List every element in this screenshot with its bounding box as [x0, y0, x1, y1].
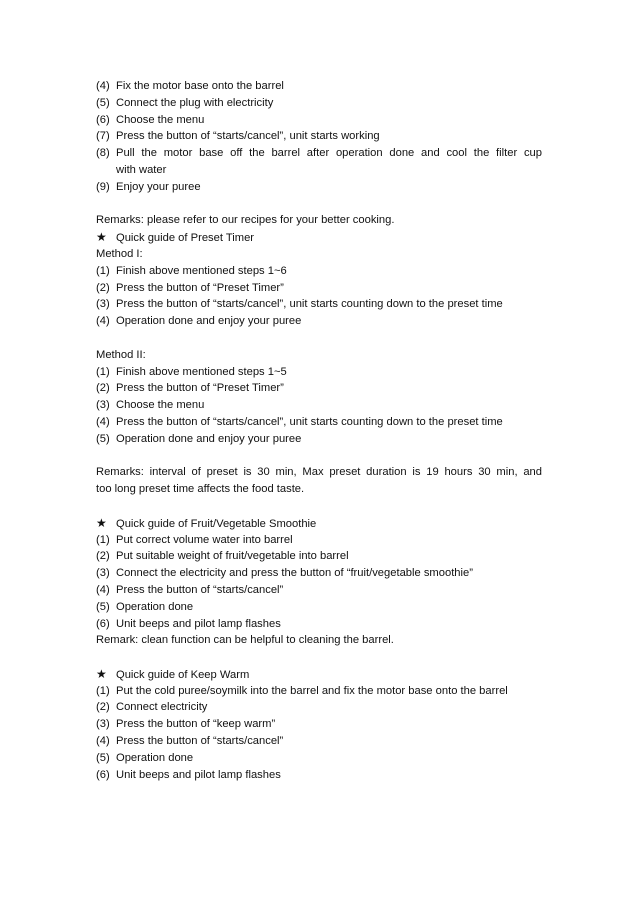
- list-item-continuation: [96, 162, 542, 179]
- list-item: [96, 179, 542, 196]
- method-title: Method I:: [96, 247, 143, 260]
- spacer: [96, 649, 542, 666]
- section-title: Quick guide of Preset Timer: [116, 232, 255, 245]
- step-number: (8): [96, 147, 110, 160]
- list-item: [96, 431, 542, 448]
- step-text: Connect the electricity and press the button of “fruit/vegetable smoothie”: [116, 567, 473, 580]
- list-item: [96, 414, 542, 431]
- step-number: (5): [96, 600, 110, 613]
- step-number: (4): [96, 315, 110, 328]
- spacer: [96, 330, 542, 347]
- step-text: Operation done and enjoy your puree: [116, 432, 302, 445]
- step-text: Finish above mentioned steps 1~5: [116, 365, 287, 378]
- list-item: [96, 767, 542, 784]
- list-item: [96, 313, 542, 330]
- step-number: (1): [96, 365, 110, 378]
- step-text: Unit beeps and pilot lamp flashes: [116, 617, 281, 630]
- step-text: Pull the motor base off the barrel after operation done and cool the filter cup: [116, 147, 542, 160]
- list-item: [96, 599, 542, 616]
- step-text: Put the cold puree/soymilk into the barrel and fix the motor base onto the barrel: [116, 684, 508, 697]
- step-number: (4): [96, 583, 110, 596]
- list-item: [96, 397, 542, 414]
- step-number: (1): [96, 264, 110, 277]
- remark-text: Remark: clean function can be helpful to cleaning the barrel.: [96, 634, 394, 647]
- step-text: Finish above mentioned steps 1~6: [116, 264, 287, 277]
- step-number: (3): [96, 399, 110, 412]
- list-item: [96, 616, 542, 633]
- step-text: Operation done: [116, 600, 194, 613]
- section-heading-keepwarm: [96, 666, 542, 683]
- step-text: Press the button of “starts/cancel”, unit starts working: [116, 130, 380, 143]
- step-text: Unit beeps and pilot lamp flashes: [116, 768, 281, 781]
- list-item: [96, 716, 542, 733]
- step-number: (6): [96, 617, 110, 630]
- keepwarm-steps: [96, 683, 542, 784]
- step-number: (3): [96, 567, 110, 580]
- method-title: Method II:: [96, 348, 146, 361]
- step-number: (6): [96, 768, 110, 781]
- spacer: [96, 196, 542, 213]
- list-item: [96, 565, 542, 582]
- step-text: Press the button of “Preset Timer”: [116, 281, 284, 294]
- list-item: [96, 683, 542, 700]
- step-text: Choose the menu: [116, 399, 205, 412]
- list-item: [96, 582, 542, 599]
- step-text: Put correct volume water into barrel: [116, 533, 293, 546]
- list-item: [96, 78, 542, 95]
- step-number: (2): [96, 550, 110, 563]
- remarks-text: Remarks: interval of preset is 30 min, Max preset duration is 19 hours 30 min, and: [96, 466, 542, 479]
- spacer: [96, 448, 542, 465]
- list-item: [96, 733, 542, 750]
- step-number: (9): [96, 180, 110, 193]
- step-number: (5): [96, 96, 110, 109]
- step-text: Connect electricity: [116, 701, 208, 714]
- step-text: Press the button of “starts/cancel”: [116, 583, 284, 596]
- step-number: (6): [96, 113, 110, 126]
- step-text: Fix the motor base onto the barrel: [116, 80, 284, 92]
- step-text: Enjoy your puree: [116, 180, 201, 193]
- star-icon: ★: [96, 230, 107, 245]
- remarks-text-continuation: too long preset time affects the food taste.: [96, 483, 305, 496]
- step-number: (7): [96, 130, 110, 143]
- step-number: (4): [96, 735, 110, 748]
- step-text: with water: [116, 163, 167, 176]
- step-text: Press the button of “keep warm”: [116, 718, 276, 731]
- spacer: [96, 498, 542, 515]
- list-item: [96, 128, 542, 145]
- step-number: (1): [96, 684, 110, 697]
- steps-list-main: [96, 78, 542, 196]
- step-number: (2): [96, 281, 110, 294]
- step-text: Press the button of “starts/cancel”: [116, 735, 284, 748]
- step-number: (5): [96, 432, 110, 445]
- list-item: [96, 280, 542, 297]
- step-text: Connect the plug with electricity: [116, 96, 274, 109]
- step-text: Press the button of “Preset Timer”: [116, 382, 284, 395]
- list-item: [96, 750, 542, 767]
- section-heading-smoothie: [96, 515, 542, 532]
- star-icon: ★: [96, 515, 107, 530]
- step-number: (2): [96, 382, 110, 395]
- list-item: [96, 145, 542, 162]
- step-number: (4): [96, 80, 110, 92]
- list-item: [96, 548, 542, 565]
- document-body: [96, 78, 542, 783]
- list-item: [96, 699, 542, 716]
- step-number: (5): [96, 751, 110, 764]
- list-item: [96, 112, 542, 129]
- smoothie-steps: [96, 532, 542, 633]
- step-number: (2): [96, 701, 110, 714]
- list-item: [96, 296, 542, 313]
- step-text: Put suitable weight of fruit/vegetable into barrel: [116, 550, 349, 563]
- step-text: Press the button of “starts/cancel”, unit starts counting down to the preset time: [116, 298, 503, 311]
- step-text: Operation done and enjoy your puree: [116, 315, 302, 328]
- list-item: [96, 532, 542, 549]
- step-text: Press the button of “starts/cancel”, unit starts counting down to the preset time: [116, 415, 503, 428]
- step-number: (1): [96, 533, 110, 546]
- list-item: [96, 380, 542, 397]
- method1-steps: [96, 263, 542, 330]
- list-item: [96, 95, 542, 112]
- step-text: Choose the menu: [116, 113, 205, 126]
- section-title: Quick guide of Keep Warm: [116, 668, 250, 681]
- section-title: Quick guide of Fruit/Vegetable Smoothie: [116, 517, 317, 530]
- step-text: Operation done: [116, 751, 194, 764]
- star-icon: ★: [96, 666, 107, 681]
- method2-steps: [96, 364, 542, 448]
- section-heading-preset: [96, 229, 542, 246]
- step-number: (3): [96, 298, 110, 311]
- step-number: (3): [96, 718, 110, 731]
- list-item: [96, 263, 542, 280]
- remarks-text: Remarks: please refer to our recipes for your better cooking.: [96, 214, 395, 227]
- step-number: (4): [96, 415, 110, 428]
- list-item: [96, 364, 542, 381]
